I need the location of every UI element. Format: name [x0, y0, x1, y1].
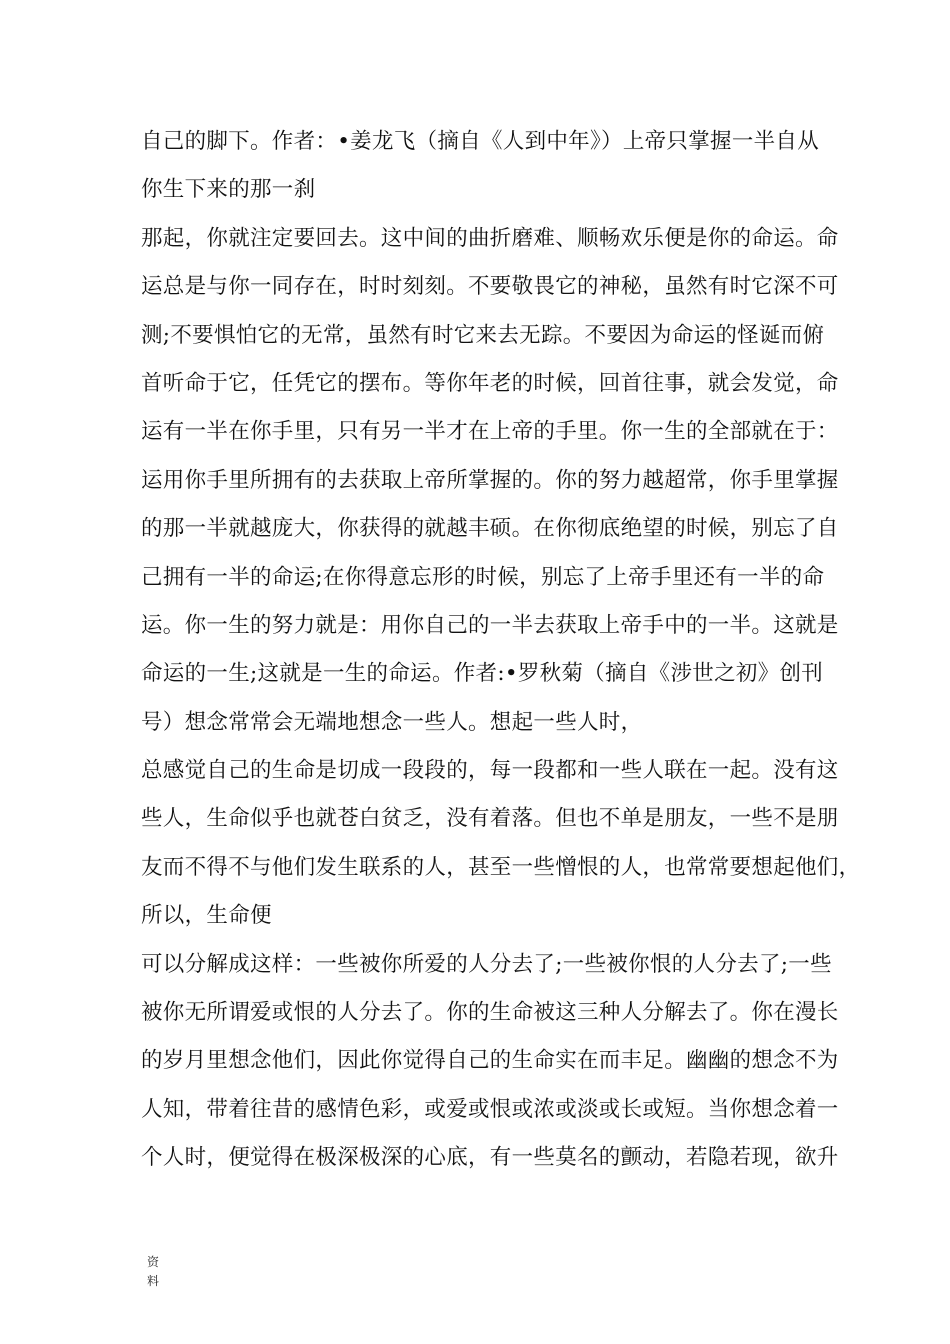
body-text: [141, 118, 861, 1183]
text-line: 些人，生命似乎也就苍白贫乏，没有着落。但也不单是朋友，一些不是朋: [141, 806, 839, 832]
text-line: 人知，带着往昔的感情色彩，或爱或恨或浓或淡或长或短。当你想念着一: [141, 1096, 839, 1122]
text-line: 运用你手里所拥有的去获取上帝所掌握的。你的努力越超常，你手里掌握: [141, 467, 839, 493]
page-footer: [147, 1253, 167, 1291]
text-line: 的那一半就越庞大，你获得的就越丰硕。在你彻底绝望的时候，别忘了自: [141, 516, 839, 542]
text-line: 个人时，便觉得在极深极深的心底，有一些莫名的颤动，若隐若现，欲升: [141, 1145, 839, 1171]
text-line: 你生下来的那一刹: [141, 177, 316, 203]
text-line: 运总是与你一同存在，时时刻刻。不要敬畏它的神秘，虽然有时它深不可: [141, 274, 839, 300]
text-line: 号）想念常常会无端地想念一些人。想起一些人时，: [141, 709, 643, 735]
text-line: 可以分解成这样：一些被你所爱的人分去了;一些被你恨的人分去了;一些: [141, 951, 832, 977]
footer-char: 资: [147, 1255, 160, 1269]
text-line: 运。你一生的努力就是：用你自己的一半去获取上帝手中的一半。这就是: [141, 612, 839, 638]
text-line: 的岁月里想念他们，因此你觉得自己的生命实在而丰足。幽幽的想念不为: [141, 1048, 839, 1074]
text-line: 命运的一生;这就是一生的命运。作者:•罗秋菊（摘自《涉世之初》创刊: [141, 661, 824, 687]
text-line: 首听命于它，任凭它的摆布。等你年老的时候，回首往事，就会发觉，命: [141, 370, 839, 396]
text-line: 总感觉自己的生命是切成一段段的，每一段都和一些人联在一起。没有这: [141, 758, 839, 784]
footer-char: 料: [147, 1274, 160, 1288]
text-line: 友而不得不与他们发生联系的人，甚至一些憎恨的人，也常常要想起他们，: [141, 854, 861, 880]
text-line: 自己的脚下。作者：•姜龙飞（摘自《人到中年》）上帝只掌握一半自从: [141, 129, 820, 154]
text-line: 测;不要惧怕它的无常，虽然有时它来去无踪。不要因为命运的怪诞而俯: [141, 322, 825, 348]
text-line: 运有一半在你手里，只有另一半才在上帝的手里。你一生的全部就在于：: [141, 419, 839, 445]
text-line: 那起，你就注定要回去。这中间的曲折磨难、顺畅欢乐便是你的命运。命: [141, 225, 839, 251]
text-line: 所以，生命便: [141, 903, 272, 929]
text-line: 被你无所谓爱或恨的人分去了。你的生命被这三种人分解去了。你在漫长: [141, 1000, 839, 1026]
text-line: 己拥有一半的命运;在你得意忘形的时候，别忘了上帝手里还有一半的命: [141, 564, 825, 590]
